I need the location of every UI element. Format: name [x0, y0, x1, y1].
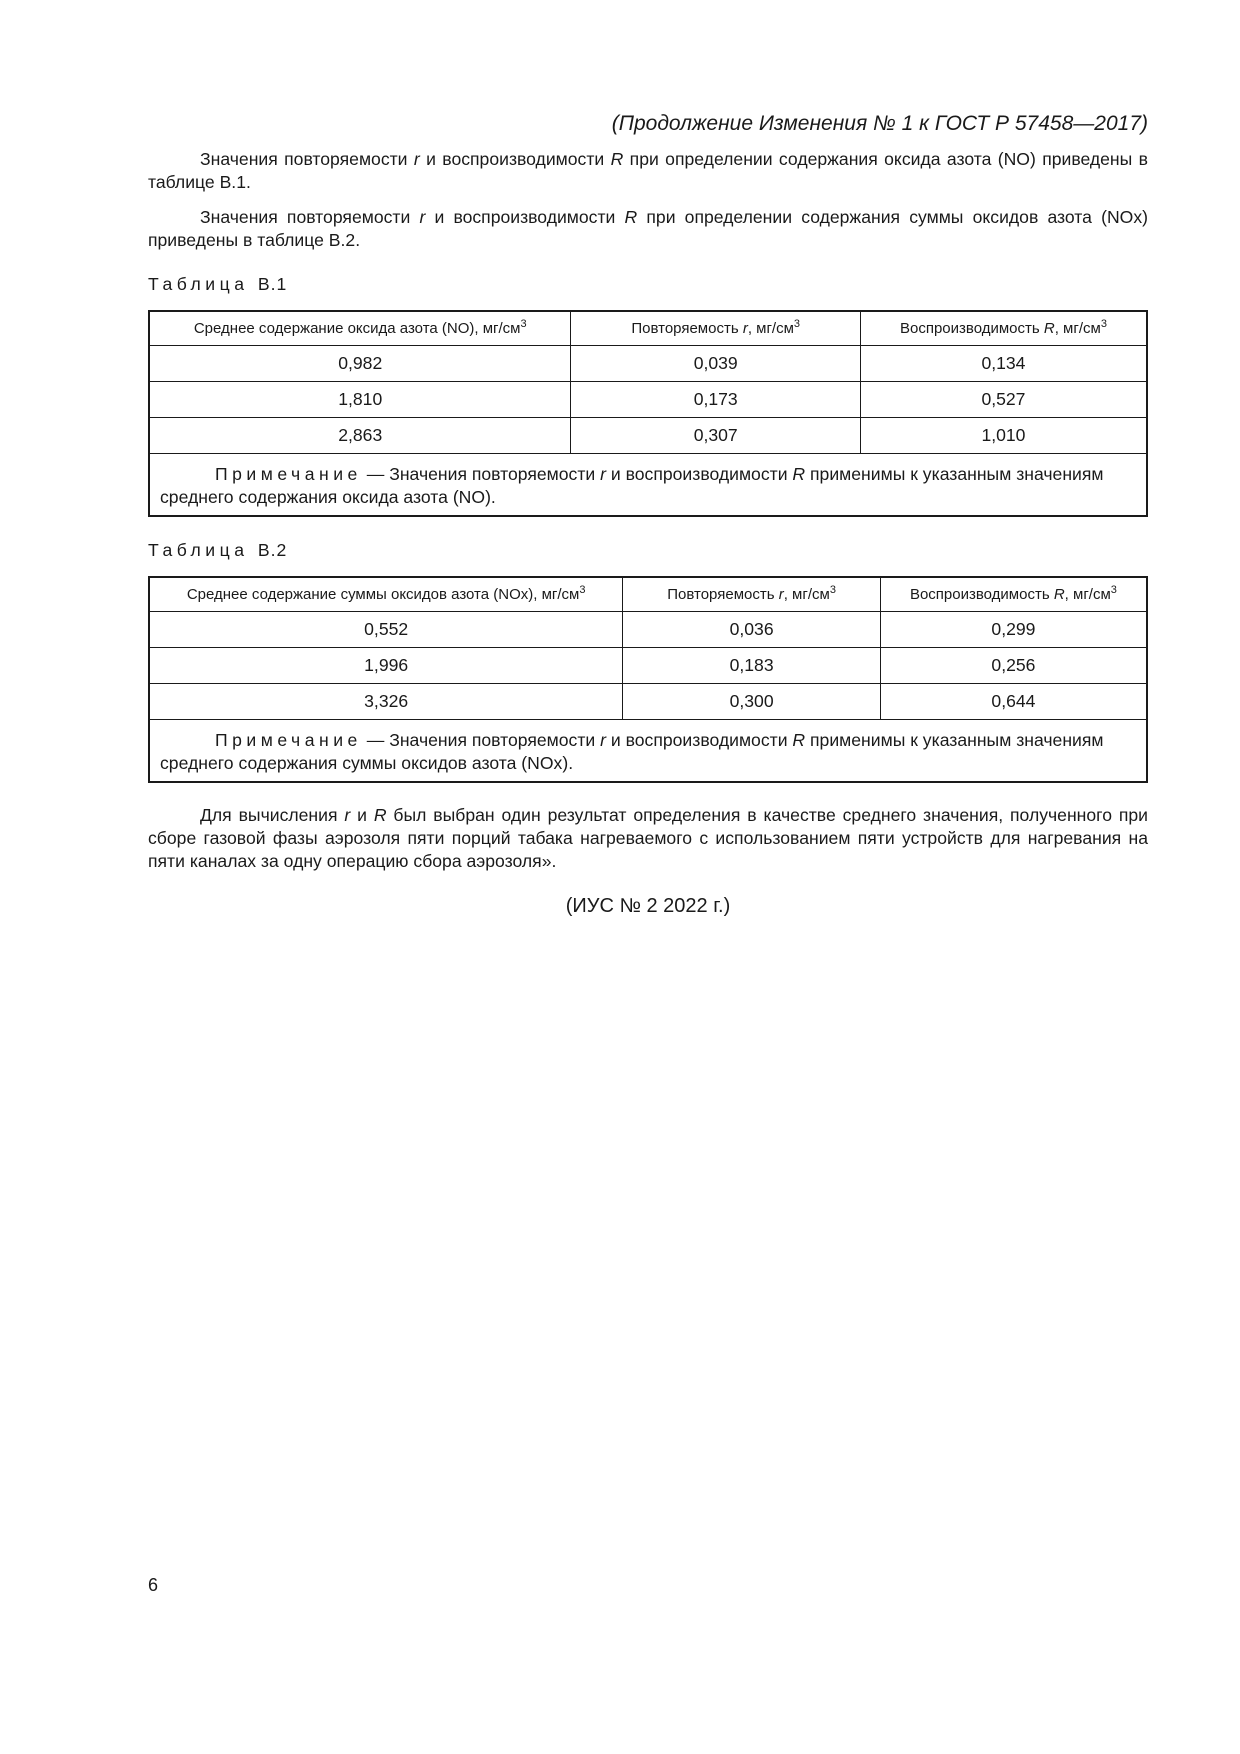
table-1-caption: Таблица В.1 [148, 274, 288, 294]
table-cell: 0,183 [623, 648, 881, 684]
table-2 [148, 576, 1148, 783]
ius-reference: (ИУС № 2 2022 г.) [565, 895, 731, 917]
table-2-note-row [149, 720, 1147, 783]
table-cell: 0,527 [860, 382, 1147, 418]
table-row [149, 612, 1147, 648]
table-cell: 0,256 [880, 648, 1147, 684]
table-cell: 0,300 [623, 684, 881, 720]
table-1 [148, 310, 1148, 517]
table-cell: 2,863 [149, 418, 571, 454]
closing-paragraph: Для вычисления r и R был выбран один результат определения в качестве среднего значения, полученного при сборе газовой фазы аэрозоля пяти порций табака нагреваемого с использованием пяти устройств для нагревания на пяти каналах за одну операцию сбора аэрозоля». [148, 805, 1149, 871]
table-cell: 0,552 [149, 612, 623, 648]
table-cell: 0,299 [880, 612, 1147, 648]
table-1-header-row [149, 311, 1147, 346]
table-2-header-row [149, 577, 1147, 612]
table-2-header-cell: Воспроизводимость R, $мг/см^3$ [880, 577, 1147, 612]
table-1-header-cell: Повторяемость r, $мг/см^3$ [571, 311, 860, 346]
table-cell: 0,644 [880, 684, 1147, 720]
table-cell: 0,134 [860, 346, 1147, 382]
table-cell: 0,307 [571, 418, 860, 454]
table-2-note: Примечание — Значения повторяемости r и воспроизводимости R применимы к указанным значениям среднего содержания суммы оксидов азота (NOx). [149, 720, 1147, 783]
table-cell: 1,996 [149, 648, 623, 684]
table-2-header-cell: Среднее содержание суммы оксидов азота (NOx), $мг/см^3$ [149, 577, 623, 612]
table-cell: 3,326 [149, 684, 623, 720]
table-row [149, 418, 1147, 454]
table-row [149, 346, 1147, 382]
table-cell: 0,982 [149, 346, 571, 382]
page-number: 6 [148, 1575, 159, 1595]
table-cell: 0,036 [623, 612, 881, 648]
table-row [149, 382, 1147, 418]
table-cell: 1,010 [860, 418, 1147, 454]
intro-paragraph-1: Значения повторяемости r и воспроизводимости R при определении содержания оксида азота (NO) приведены в таблице В.1. [148, 149, 1149, 192]
table-cell: 0,173 [571, 382, 860, 418]
table-1-note: Примечание — Значения повторяемости r и воспроизводимости R применимы к указанным значениям среднего содержания оксида азота (NO). [149, 454, 1147, 517]
table-row [149, 648, 1147, 684]
table-1-note-row [149, 454, 1147, 517]
table-row [149, 684, 1147, 720]
intro-paragraph-2: Значения повторяемости r и воспроизводимости R при определении содержания суммы оксидов азота (NOx) приведены в таблице В.2. [148, 207, 1148, 250]
running-head: (Продолжение Изменения № 1 к ГОСТ Р 57458—2017) [611, 112, 1148, 135]
table-1-header-cell: Воспроизводимость R, $мг/см^3$ [860, 311, 1147, 346]
table-cell: 1,810 [149, 382, 571, 418]
table-2-caption: Таблица В.2 [148, 540, 288, 560]
table-2-header-cell: Повторяемость r, $мг/см^3$ [623, 577, 881, 612]
table-1-header-cell: Среднее содержание оксида азота (NO), $мг/см^3$ [149, 311, 571, 346]
table-cell: 0,039 [571, 346, 860, 382]
